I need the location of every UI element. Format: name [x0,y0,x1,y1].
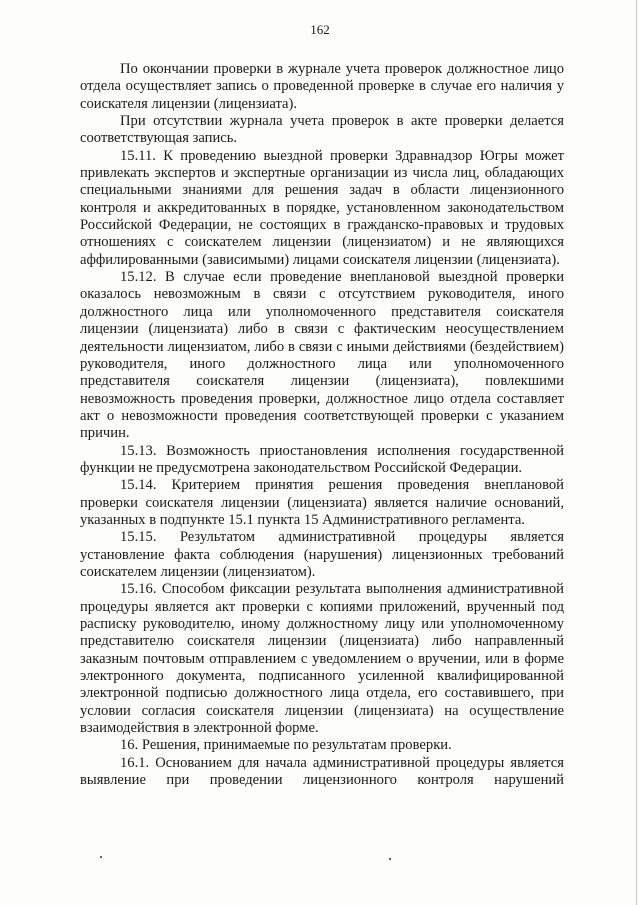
paragraph: По окончании проверки в журнале учета проверок должностное лицо отдела осуществляет запись о проведенной проверке в случае его наличия у соискателя лицензии (лицензиата). [80,61,564,112]
paragraph: 15.11. К проведению выездной проверки Здравнадзор Югры может привлекать экспертов и экспертные организации из числа лиц, обладающих специальными знаниями для решения задач в области лицензионного контроля и аккредитованных в порядке, установленном законодательством Российской Федерации, не состоящих в гражданско-правовых и трудовых отношениях с соискателем лицензии (лицензиатом) и не являющихся аффилированными (зависимыми) лицами соискателя лицензии (лицензиата). [80,147,564,268]
paragraph: 15.13. Возможность приостановления исполнения государственной функции не предусмотрена законодательством Российской Федерации. [80,442,564,476]
page-edge [636,0,637,905]
scan-speck [389,858,391,860]
document-body [80,61,564,789]
paragraph: 16. Решения, принимаемые по результатам проверки. [120,737,452,754]
paragraph: При отсутствии журнала учета проверок в акте проверки делается соответствующая запись. [80,113,564,147]
scan-speck [100,856,102,858]
paragraph: 15.16. Способом фиксации результата выполнения административной процедуры является акт проверки с копиями приложений, врученный под расписку руководителю, иному должностному лицу или уполномоченному представителю соискателя лицензии (лицензиата) либо направленный заказным почтовым отправлением с уведомлением о вручении, или в форме электронного документа, подписанного усиленной квалифицированной электронной подписью должностного лица отдела, его составившего, при условии согласия соискателя лицензии (лицензиата) на осуществление взаимодействия в электронной форме. [80,581,564,737]
paragraph: 15.12. В случае если проведение внеплановой выездной проверки оказалось невозможным в связи с отсутствием руководителя, иного должностного лица или уполномоченного представителя соискателя лицензии (лицензиата) либо в связи с фактическим неосуществлением деятельности лицензиатом, либо в связи с иными действиями (бездействием) руководителя, иного должностного лица или уполномоченного представителя соискателя лицензии (лицензиата), повлекшими невозможность проведения проверки, должностное лицо отдела составляет акт о невозможности проведения соответствующей проверки с указанием причин. [80,269,564,442]
paragraph-last: 16.1. Основанием для начала административной процедуры является выявление при проведении лицензионного контроля нарушений [80,754,564,789]
paragraph: 15.14. Критерием принятия решения проведения внеплановой проверки соискателя лицензии (лицензиата) является наличие оснований, указанных в подпункте 15.1 пункта 15 Административного регламента. [80,477,564,528]
page-number: 162 [310,22,330,37]
paragraph: 15.15. Результатом административной процедуры является установление факта соблюдения (нарушения) лицензионных требований соискателем лицензии (лицензиатом). [80,529,564,580]
